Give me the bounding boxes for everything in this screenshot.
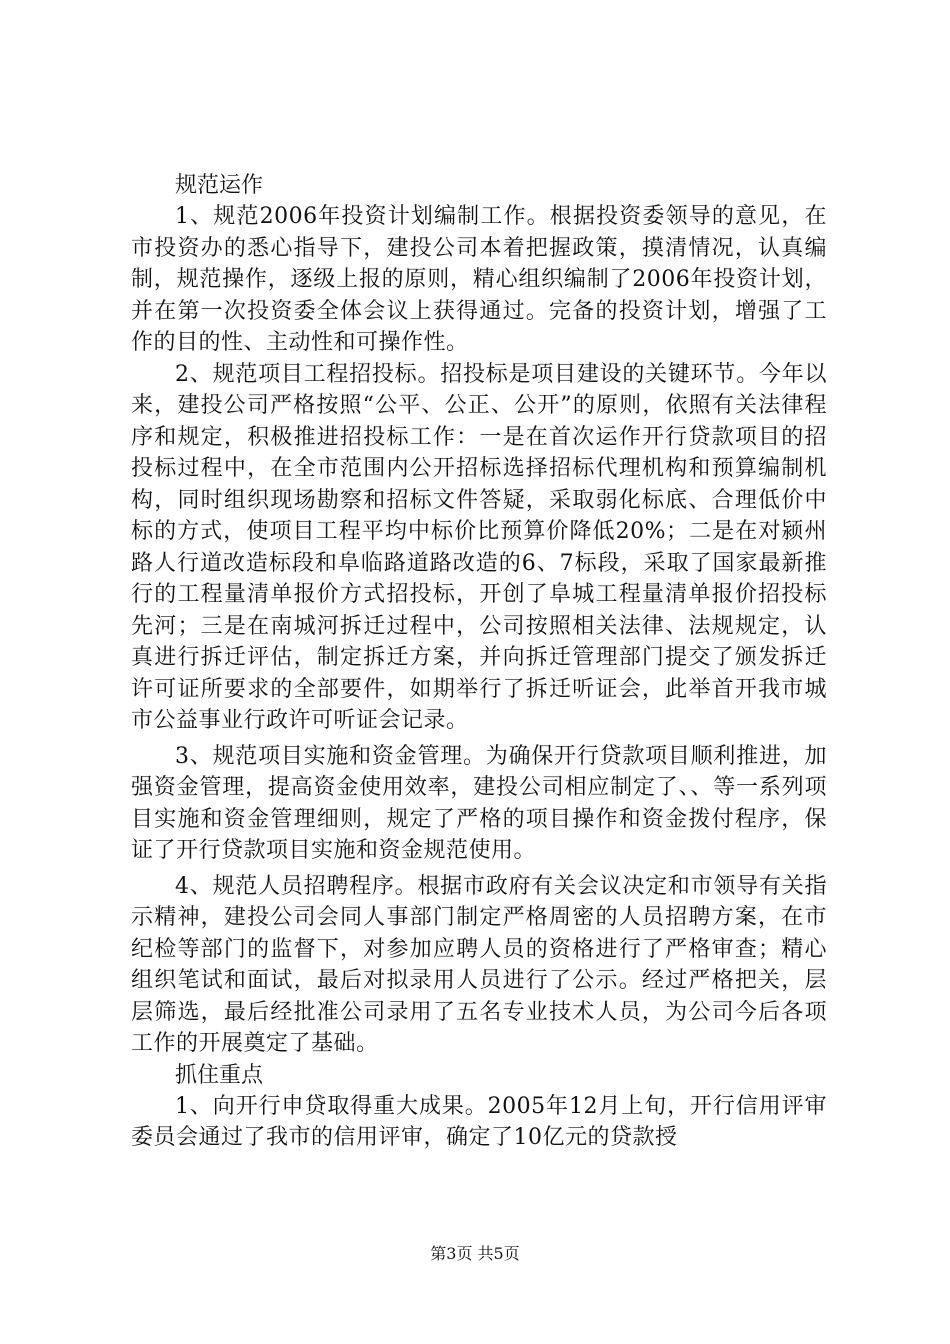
paragraph-loan-application: 1、向开行申贷取得重大成果。2005年12月上旬，开行信用评审委员会通过了我市的信用评审，确定了10亿元的贷款授 bbox=[131, 1093, 827, 1150]
section-heading-standardized-operation: 规范运作 bbox=[175, 173, 264, 198]
section-heading-key-points: 抓住重点 bbox=[175, 1062, 264, 1088]
document-body bbox=[131, 170, 827, 1154]
paragraph-fund-management: 3、规范项目实施和资金管理。为确保开行贷款项目顺利推进，加强资金管理，提高资金使用效率，建投公司相应制定了、、等一系列项目实施和资金管理细则，规定了严格的项目操作和资金拨付程序，保证了开行贷款项目实施和资金规范使用。 bbox=[131, 743, 827, 863]
paragraph-recruitment: 4、规范人员招聘程序。根据市政府有关会议决定和市领导有关指示精神，建投公司会同人事部门制定严格周密的人员招聘方案，在市纪检等部门的监督下，对参加应聘人员的资格进行了严格审查；精心组织笔试和面试，最后对拟录用人员进行了公示。经过严格把关，层层筛选，最后经批准公司录用了五名专业技术人员，为公司今后各项工作的开展奠定了基础。 bbox=[131, 873, 827, 1056]
page-number-footer: 第3页 共5页 bbox=[430, 1244, 520, 1263]
paragraph-investment-plan: 1、规范2006年投资计划编制工作。根据投资委领导的意见，在市投资办的悉心指导下，建投公司本着把握政策，摸清情况，认真编制，规范操作，逐级上报的原则，精心组织编制了2006年投资计划，并在第一次投资委全体会议上获得通过。完备的投资计划，增强了工作的目的性、主动性和可操作性。 bbox=[131, 204, 827, 355]
paragraph-bidding: 2、规范项目工程招投标。招投标是项目建设的关键环节。今年以来，建投公司严格按照“公平、公正、公开”的原则，依照有关法律程序和规定，积极推进招投标工作：一是在首次运作开行贷款项目的招投标过程中，在全市范围内公开招标选择招标代理机构和预算编制机构，同时组织现场勘察和招标文件答疑，采取弱化标底、合理低价中标的方式，使项目工程平均中标价比预算价降低20%；二是在对颍州路人行道改造标段和阜临路道路改造的6、7标段，采取了国家最新推行的工程量清单报价方式招投标，开创了阜城工程量清单报价招投标先河；三是在南城河拆迁过程中，公司按照相关法律、法规规定，认真进行拆迁评估，制定拆迁方案，并向拆迁管理部门提交了颁发拆迁许可证所要求的全部要件，如期举行了拆迁听证会，此举首开我市城市公益事业行政许可听证会记录。 bbox=[131, 361, 827, 733]
